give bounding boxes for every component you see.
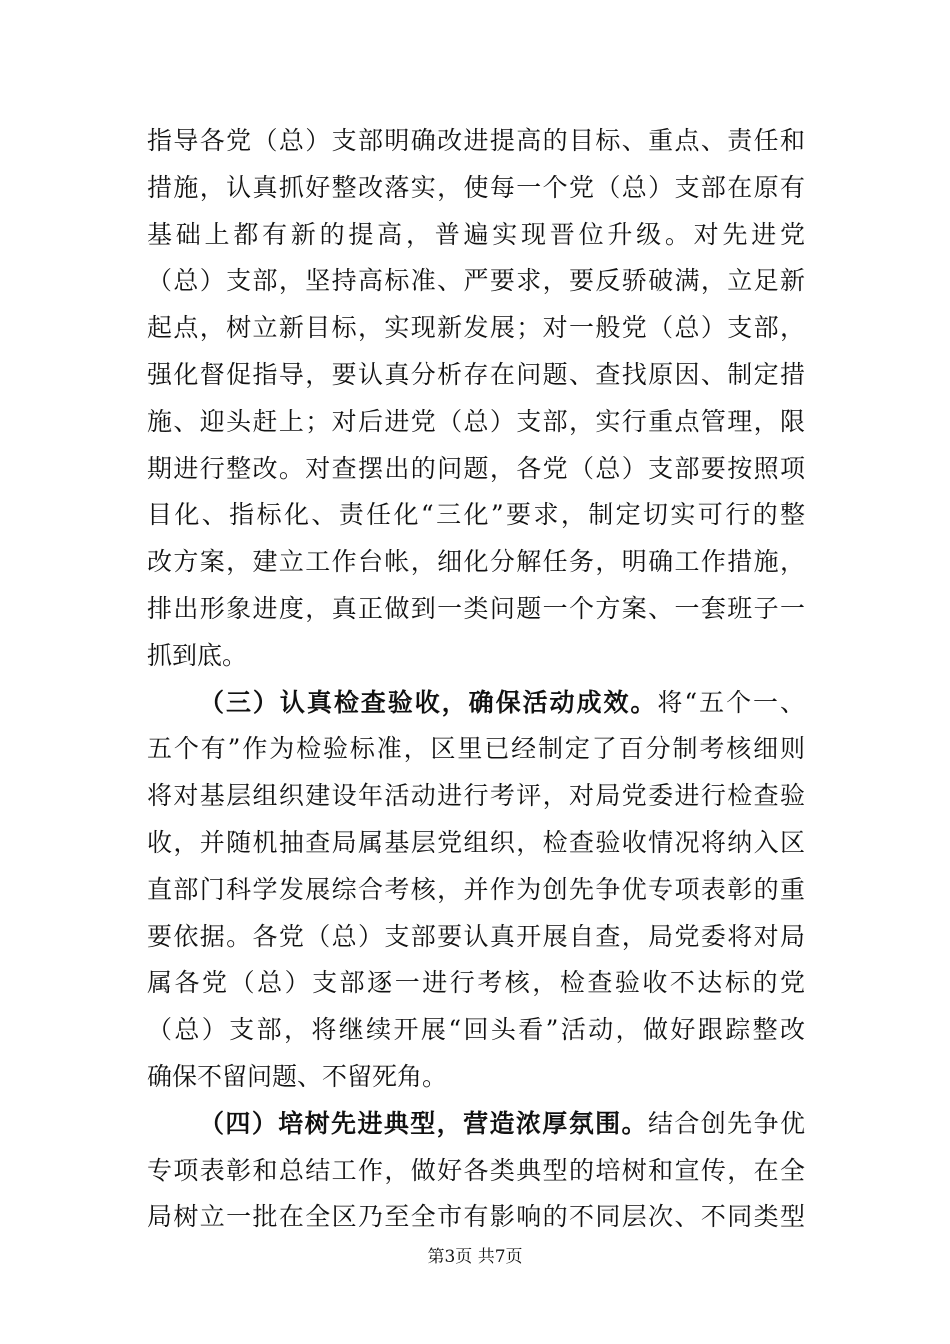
text-line: 措施，认真抓好整改落实，使每一个党（总）支部在原有 <box>147 172 805 202</box>
text-line: 指导各党（总）支部明确改进提高的目标、重点、责任和 <box>147 126 805 155</box>
text-line: 五个有”作为检验标准，区里已经制定了百分制考核细则 <box>147 734 805 764</box>
text-line: 要依据。各党（总）支部要认真开展自查，局党委将对局 <box>147 921 805 951</box>
text-run: 结合创先争优 <box>647 1108 805 1138</box>
paragraph-first-line <box>147 680 805 727</box>
text-line: 属各党（总）支部逐一进行考核，检查验收不达标的党 <box>147 968 805 998</box>
text-line: 改方案，建立工作台帐，细化分解任务，明确工作措施， <box>147 547 805 577</box>
page-footer <box>0 1242 950 1267</box>
text-line: 确保不留问题、不留死角。 <box>147 1061 448 1091</box>
paragraph-first-line <box>147 1101 805 1148</box>
text-run: 将“五个一、 <box>657 687 805 717</box>
section-heading: （三）认真检查验收，确保活动成效。 <box>199 687 658 717</box>
paragraph-2 <box>147 680 805 1101</box>
text-line: 直部门科学发展综合考核，并作为创先争优专项表彰的重 <box>147 874 805 904</box>
section-heading: （四）培树先进典型，营造浓厚氛围。 <box>199 1108 648 1138</box>
paragraph-3 <box>147 1101 805 1241</box>
text-line: 施、迎头赶上；对后进党（总）支部，实行重点管理，限 <box>147 406 805 436</box>
text-line: 局树立一批在全区乃至全市有影响的不同层次、不同类型 <box>147 1202 805 1232</box>
text-line: 期进行整改。对查摆出的问题，各党（总）支部要按照项 <box>147 453 805 483</box>
text-line: 收，并随机抽查局属基层党组织，检查验收情况将纳入区 <box>147 827 805 857</box>
text-line: 目化、指标化、责任化“三化”要求，制定切实可行的整 <box>147 500 805 530</box>
text-line: （总）支部，将继续开展“回头看”活动，做好跟踪整改 <box>147 1015 805 1045</box>
text-line: 抓到底。 <box>147 640 248 670</box>
text-line: 专项表彰和总结工作，做好各类典型的培树和宣传，在全 <box>147 1155 805 1185</box>
paragraph-1 <box>147 118 805 680</box>
text-line: 将对基层组织建设年活动进行考评，对局党委进行检查验 <box>147 781 805 811</box>
page-number: 第3页 共7页 <box>427 1247 523 1267</box>
text-line: 基础上都有新的提高，普遍实现晋位升级。对先进党 <box>147 219 805 249</box>
text-line: （总）支部，坚持高标准、严要求，要反骄破满，立足新 <box>147 266 805 296</box>
text-line: 排出形象进度，真正做到一类问题一个方案、一套班子一 <box>147 593 805 623</box>
document-body <box>147 118 805 1241</box>
text-line: 强化督促指导，要认真分析存在问题、查找原因、制定措 <box>147 359 805 389</box>
text-line: 起点，树立新目标，实现新发展；对一般党（总）支部， <box>147 313 805 343</box>
